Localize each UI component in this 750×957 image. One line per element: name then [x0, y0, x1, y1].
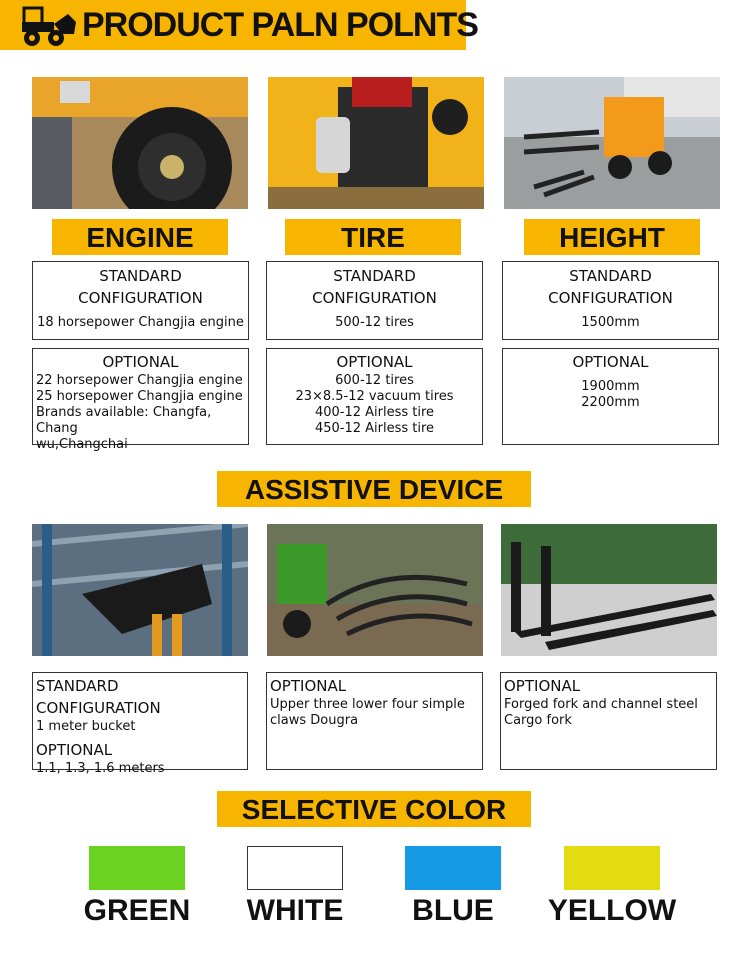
- engine-optional-box: OPTIONAL 22 horsepower Changjia engine 25 horsepower Changjia engine Brands available: Changfa, Chang wu,Changchai: [32, 348, 249, 445]
- height-photo: [504, 77, 720, 209]
- grapple-photo: [267, 524, 483, 656]
- engine-standard-box: STANDARD CONFIGURATION 18 horsepower Changjia engine: [32, 261, 249, 340]
- fork-photo: [501, 524, 717, 656]
- green-label: GREEN: [83, 894, 191, 927]
- green-swatch: [89, 846, 185, 890]
- tire-photo: [268, 77, 484, 209]
- tire-standard-box: STANDARD CONFIGURATION 500-12 tires: [266, 261, 483, 340]
- assistive-title: ASSISTIVE DEVICE: [217, 471, 531, 507]
- grapple-info-box: OPTIONAL Upper three lower four simple claws Dougra: [266, 672, 483, 770]
- height-label: HEIGHT: [524, 219, 700, 255]
- page-title: PRODUCT PALN POLNTS: [82, 6, 478, 44]
- yellow-label: YELLOW: [547, 894, 677, 927]
- white-swatch: [247, 846, 343, 890]
- loader-icon: [18, 4, 80, 52]
- engine-photo: [32, 77, 248, 209]
- fork-info-box: OPTIONAL Forged fork and channel steel Cargo fork: [500, 672, 717, 770]
- tire-optional-box: OPTIONAL 600-12 tires 23×8.5-12 vacuum tires 400-12 Airless tire 450-12 Airless tire: [266, 348, 483, 445]
- white-label: WHITE: [246, 894, 344, 927]
- color-title: SELECTIVE COLOR: [217, 791, 531, 827]
- height-optional-box: OPTIONAL 1900mm 2200mm: [502, 348, 719, 445]
- blue-swatch: [405, 846, 501, 890]
- height-standard-box: STANDARD CONFIGURATION 1500mm: [502, 261, 719, 340]
- engine-label: ENGINE: [52, 219, 228, 255]
- bucket-photo: [32, 524, 248, 656]
- yellow-swatch: [564, 846, 660, 890]
- blue-label: BLUE: [412, 894, 494, 927]
- tire-label: TIRE: [285, 219, 461, 255]
- bucket-info-box: STANDARD CONFIGURATION 1 meter bucket OPTIONAL 1.1, 1.3, 1.6 meters: [32, 672, 248, 770]
